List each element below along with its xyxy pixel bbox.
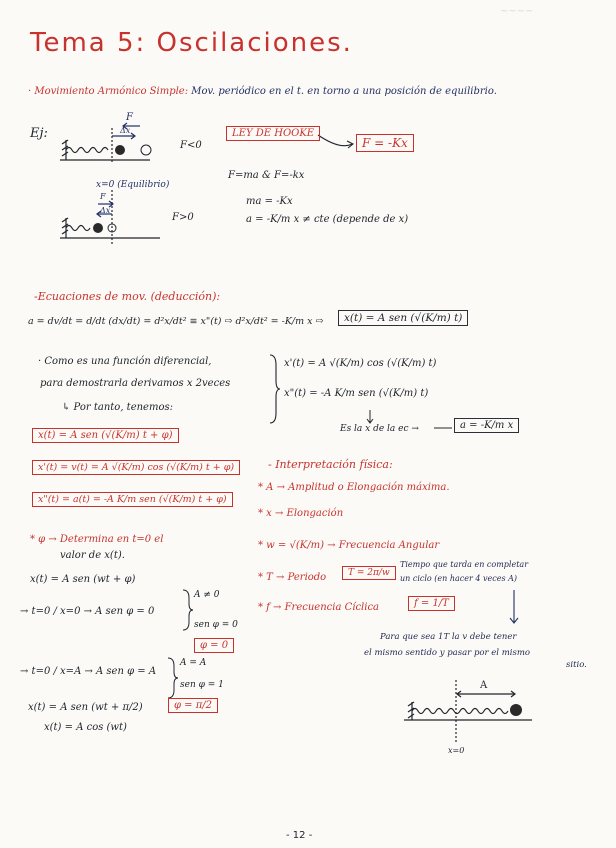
interpretation-cyclic-frequency: * f → Frecuencia Cíclica <box>258 602 380 613</box>
force-positive-label: F>0 <box>172 212 194 223</box>
amplitude-label: A <box>480 680 488 691</box>
cycle-note-1: Para que sea 1T la v debe tener <box>380 632 517 642</box>
phase-final-1: x(t) = A sen (wt + π/2) <box>28 702 143 713</box>
page-number: - 12 - <box>286 830 313 841</box>
differential-line-2: para demostrarla derivamos x 2veces <box>40 378 231 389</box>
interpretation-angular-frequency: * w = √(K/m) → Frecuencia Angular <box>258 540 440 551</box>
equations-solution: x(t) = A sen (√(K/m) t) <box>338 310 468 326</box>
page-title: Tema 5: Oscilaciones. <box>30 28 353 58</box>
boxed-acceleration: x"(t) = a(t) = -A K/m sen (√(K/m) t + φ) <box>32 492 233 507</box>
phase-case-2-branch-b: sen φ = 1 <box>180 680 224 690</box>
spring-diagram-top <box>60 123 150 164</box>
cycle-note-2: el mismo sentido y pasar por el mismo <box>364 648 531 658</box>
phase-case-1-branch-b: sen φ = 0 <box>194 620 238 630</box>
acceleration-result: a = -K/m x <box>454 418 519 433</box>
phase-line-2: valor de x(t). <box>60 550 125 561</box>
origin-label: x=0 <box>448 746 465 755</box>
period-note-1: Tiempo que tarda en completar <box>400 560 529 569</box>
differential-line-3: ↳ Por tanto, tenemos: <box>62 402 173 413</box>
phase-line-1: * φ → Determina en t=0 el <box>30 534 164 545</box>
phase-final-2: x(t) = A cos (wt) <box>44 722 127 733</box>
frequency-formula: f = 1/T <box>408 596 455 611</box>
equations-heading: -Ecuaciones de mov. (deducción): <box>34 290 221 303</box>
mass-top <box>115 145 125 155</box>
phase-case-2: → t=0 / x=A → A sen φ = A <box>20 666 157 677</box>
dx-label-top: Δx <box>120 126 131 135</box>
mas-definition: Mov. periódico en el t. en torno a una posición de equilibrio. <box>191 86 497 97</box>
phase-case-1-branch-a: A ≠ 0 <box>194 590 220 600</box>
hooke-line-2: ma = -Kx <box>246 196 293 207</box>
spring-diagram-bottom <box>60 190 160 244</box>
mass-bottom <box>93 223 103 233</box>
example-label: Ej: <box>30 126 48 141</box>
differential-line-1: · Como es una función diferencial, <box>38 356 212 367</box>
force-label-top: F <box>126 112 133 123</box>
derivative-note: Es la x de la ec → <box>340 424 419 434</box>
phase-case-1: → t=0 / x=0 → A sen φ = 0 <box>20 606 155 617</box>
interpretation-amplitude: * A → Amplitud o Elongación máxima. <box>258 482 450 493</box>
hooke-formula: F = -Kx <box>356 134 414 152</box>
dx-label-bottom: Δx <box>100 206 111 215</box>
boxed-position: x(t) = A sen (√(K/m) t + φ) <box>32 428 179 443</box>
equilibrium-label: x=0 (Equilibrio) <box>96 180 170 190</box>
second-derivative: x"(t) = -A K/m sen (√(K/m) t) <box>284 388 429 399</box>
cycle-note-3: sitio. <box>566 660 587 670</box>
phase-case-1-result: φ = 0 <box>194 638 234 653</box>
hooke-line-1: F=ma & F=-kx <box>228 170 305 181</box>
interpretation-heading: - Interpretación física: <box>268 458 393 471</box>
phase-general: x(t) = A sen (wt + φ) <box>30 574 136 585</box>
interpretation-elongation: * x → Elongación <box>258 508 344 519</box>
boxed-velocity: x'(t) = v(t) = A √(K/m) cos (√(K/m) t + φ) <box>32 460 240 475</box>
force-negative-label: F<0 <box>180 140 202 151</box>
first-derivative: x'(t) = A √(K/m) cos (√(K/m) t) <box>284 358 437 369</box>
hooke-line-3: a = -K/m x ≠ cte (depende de x) <box>246 214 409 225</box>
period-formula: T = 2π/w <box>342 566 396 580</box>
force-label-bottom: F <box>100 192 106 201</box>
hooke-law-label: LEY DE HOOKE <box>226 126 320 141</box>
bleed-through-mark: ~~~~ <box>500 6 534 17</box>
equations-derivation: a = dv/dt = d/dt (dx/dt) = d²x/dt² ≡ x"(t) ⇨ d²x/dt² = -K/m x ⇨ <box>28 316 324 327</box>
phase-case-2-result: φ = π/2 <box>168 698 218 713</box>
interpretation-period: * T → Periodo <box>258 572 327 583</box>
mass-amplitude <box>510 704 522 716</box>
period-note-2: un ciclo (en hacer 4 veces A) <box>400 574 517 583</box>
mas-label: · Movimiento Armónico Simple: <box>28 86 189 97</box>
phase-case-2-branch-a: A = A <box>180 658 207 668</box>
